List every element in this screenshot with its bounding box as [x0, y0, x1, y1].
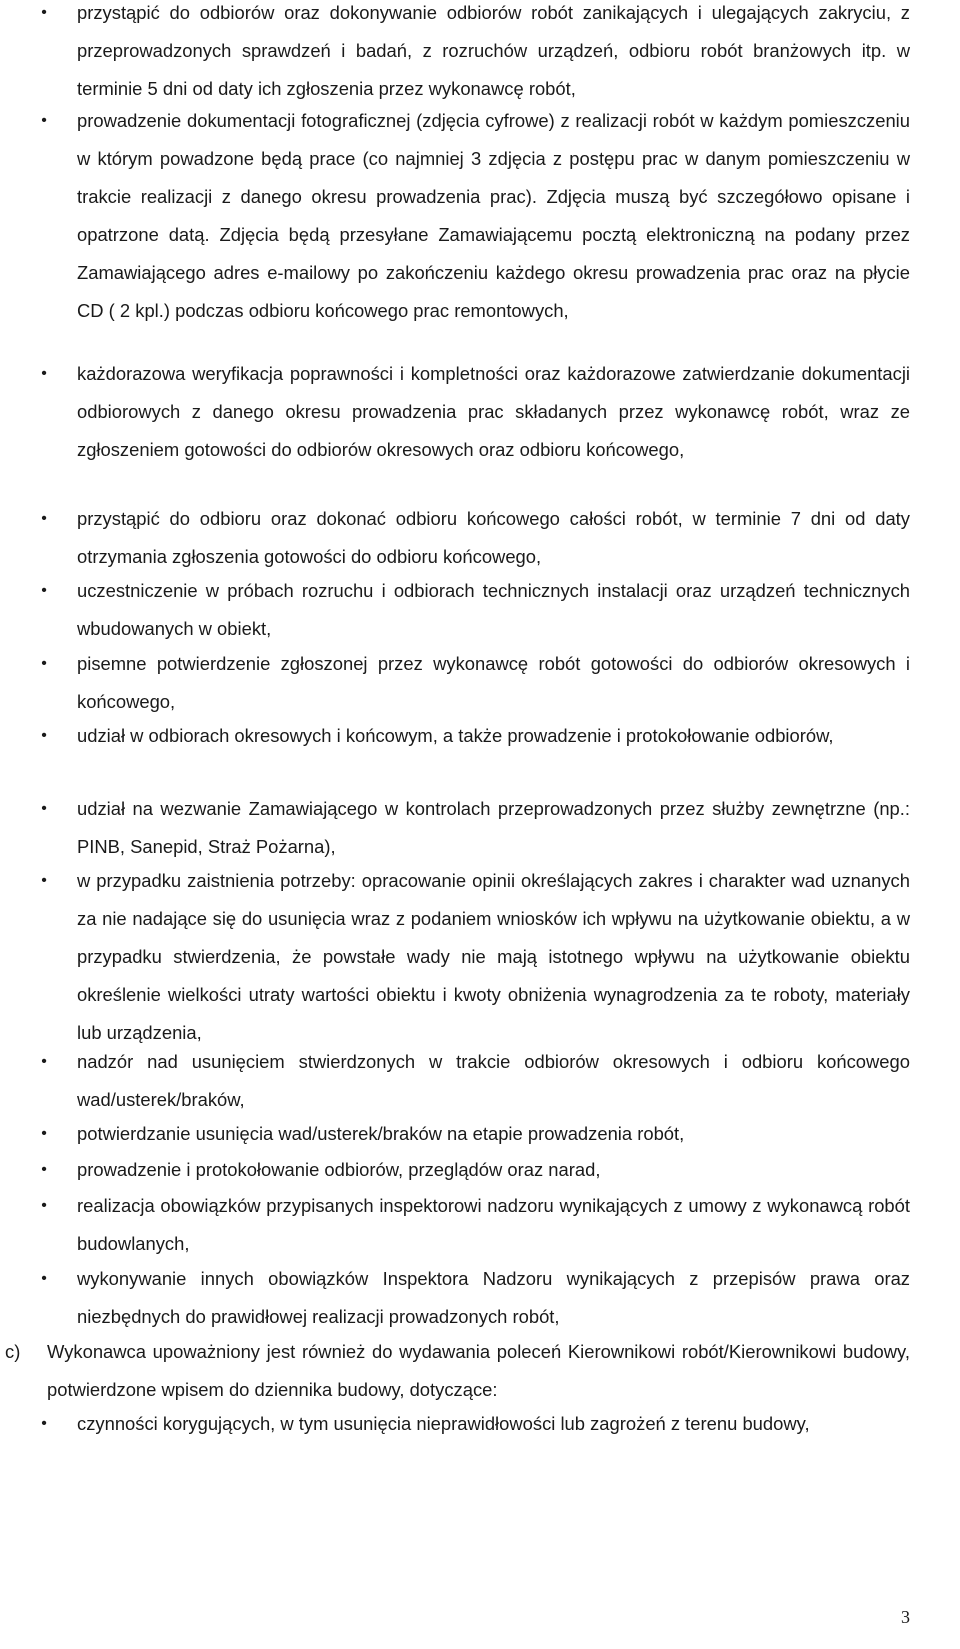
- bullet: •: [41, 582, 47, 599]
- list-item-text: w przypadku zaistnienia potrzeby: opracowanie opinii określających zakres i charakter wad uznanych za nie nadające się do usunięcia wraz z podaniem wniosków ich wpływu na użytkowanie obiektu, a w przypadku stwierdzenia, że powstałe wady nie mają istotnego wpływu na użytkowanie obiektu określenie wielkości utraty wartości obiektu i kwoty obniżenia wynagrodzenia za te roboty, materiały lub urządzenia,: [77, 870, 910, 1043]
- list-item-text: prowadzenie dokumentacji fotograficznej (zdjęcia cyfrowe) z realizacji robót w każdym pomieszczeniu w którym powadzone będą prace (co najmniej 3 zdjęcia z postępu prac w danym pomieszczeniu w trakcie realizacji z danego okresu prowadzenia prac). Zdjęcia muszą być szczegółowo opisane i opatrzone datą. Zdjęcia będą przesyłane Zamawiającemu pocztą elektroniczną na podany przez Zamawiającego adres e-mailowy po zakończeniu każdego okresu prowadzenia prac oraz na płycie CD ( 2 kpl.) podczas odbioru końcowego prac remontowych,: [77, 110, 910, 321]
- bullet: •: [41, 510, 47, 527]
- list-item-text: realizacja obowiązków przypisanych inspektorowi nadzoru wynikających z umowy z wykonawcą robót budowlanych,: [77, 1195, 910, 1254]
- bullet: •: [41, 800, 47, 817]
- bullet: •: [41, 655, 47, 672]
- bullet: •: [41, 727, 47, 744]
- bullet: •: [41, 112, 47, 129]
- bullet: •: [41, 1053, 47, 1070]
- list-item-text: każdorazowa weryfikacja poprawności i kompletności oraz każdorazowe zatwierdzanie dokumentacji odbiorowych z danego okresu prowadzenia prac składanych przez wykonawcę robót, wraz ze zgłoszeniem gotowości do odbiorów okresowych oraz odbioru końcowego,: [77, 363, 910, 460]
- list-item-text: udział na wezwanie Zamawiającego w kontrolach przeprowadzonych przez służby zewnętrzne (np.: PINB, Sanepid, Straż Pożarna),: [77, 798, 910, 857]
- page-number: 3: [901, 1607, 910, 1627]
- bullet: •: [41, 1270, 47, 1287]
- list-item-text: czynności korygujących, w tym usunięcia nieprawidłowości lub zagrożeń z terenu budowy,: [77, 1413, 810, 1434]
- bullet: •: [41, 872, 47, 889]
- bullet: •: [41, 1415, 47, 1432]
- list-item-text: potwierdzanie usunięcia wad/usterek/braków na etapie prowadzenia robót,: [77, 1123, 685, 1144]
- list-item-text: pisemne potwierdzenie zgłoszonej przez wykonawcę robót gotowości do odbiorów okresowych i końcowego,: [77, 653, 910, 712]
- list-item-text: udział w odbiorach okresowych i końcowym, a także prowadzenie i protokołowanie odbiorów,: [77, 725, 834, 746]
- list-item-text: przystąpić do odbiorów oraz dokonywanie odbiorów robót zanikających i ulegających zakryciu, z przeprowadzonych sprawdzeń i badań, z rozruchów urządzeń, odbioru robót branżowych itp. w terminie 5 dni od daty ich zgłoszenia przez wykonawcę robót,: [77, 2, 910, 99]
- bullet: •: [41, 1125, 47, 1142]
- list-item-text: uczestniczenie w próbach rozruchu i odbiorach technicznych instalacji oraz urządzeń technicznych wbudowanych w obiekt,: [77, 580, 910, 639]
- list-item-text: nadzór nad usunięciem stwierdzonych w trakcie odbiorów okresowych i odbioru końcowego wad/usterek/braków,: [77, 1051, 910, 1110]
- list-item-text: prowadzenie i protokołowanie odbiorów, przeglądów oraz narad,: [77, 1159, 601, 1180]
- bullet: •: [41, 365, 47, 382]
- list-item-text: wykonywanie innych obowiązków Inspektora Nadzoru wynikających z przepisów prawa oraz niezbędnych do prawidłowej realizacji prowadzonych robót,: [77, 1268, 910, 1327]
- bullet: •: [41, 1161, 47, 1178]
- bullet: •: [41, 4, 47, 21]
- list-item-text: przystąpić do odbioru oraz dokonać odbioru końcowego całości robót, w terminie 7 dni od daty otrzymania zgłoszenia gotowości do odbioru końcowego,: [77, 508, 910, 567]
- section-letter: c): [5, 1341, 21, 1362]
- section-c-text: Wykonawca upoważniony jest również do wydawania poleceń Kierownikowi robót/Kierownikowi budowy, potwierdzone wpisem do dziennika budowy, dotyczące:: [47, 1341, 910, 1400]
- bullet: •: [41, 1197, 47, 1214]
